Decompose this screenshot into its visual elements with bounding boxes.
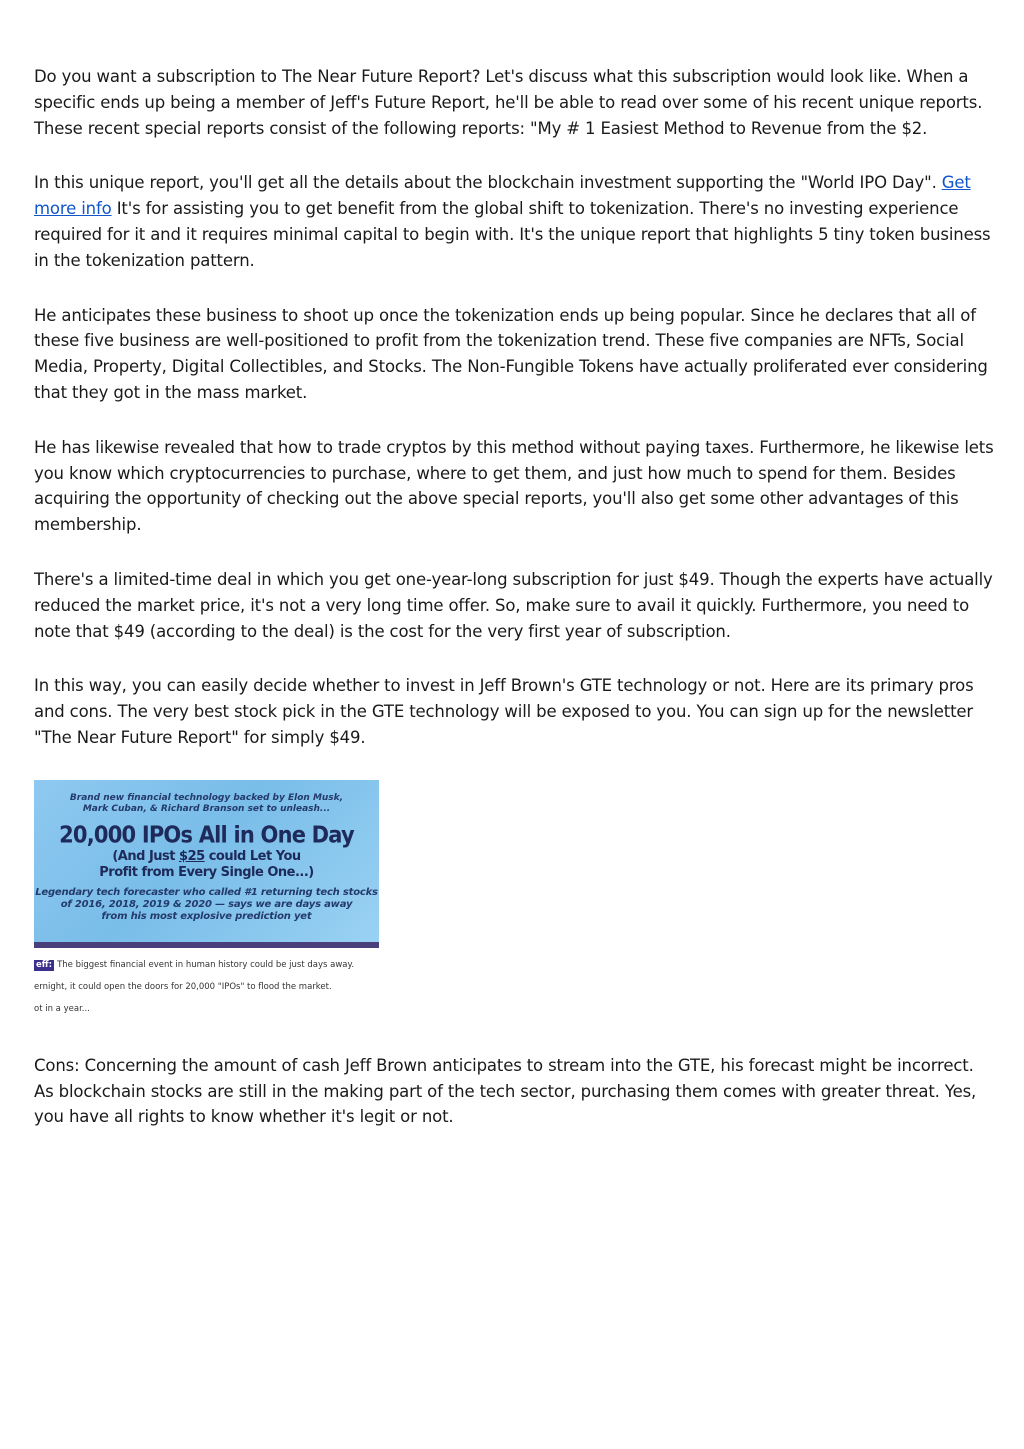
- banner-sub-after: could Let You: [204, 848, 301, 864]
- promo-figure: [34, 780, 379, 1015]
- banner-headline: 20,000 IPOs All in One Day: [59, 821, 354, 848]
- banner-foot-line2: of 2016, 2018, 2019 & 2020 — says we are days away: [60, 898, 353, 910]
- banner-foot-line1: Legendary tech forecaster who called #1 returning tech stocks: [35, 886, 378, 898]
- paragraph-limited-deal: There's a limited-time deal in which you get one-year-long subscription for just $49. Though the experts have actually reduced the market price, it's not a very long time offer. So, make sure to avail it quickly. Furthermore, you need to note that $49 (according to the deal) is the cost for the very first year of subscription.: [34, 569, 993, 641]
- banner-intro-line1: Brand new financial technology backed by Elon Musk,: [69, 792, 344, 803]
- banner-intro: [34, 780, 379, 815]
- banner-intro-line2: Mark Cuban, & Richard Branson set to unleash...: [82, 803, 331, 814]
- paragraph-unique-report: [34, 170, 994, 273]
- banner-footer: [34, 887, 379, 923]
- article-body: [34, 64, 994, 1159]
- caption-tag: eff:: [36, 959, 53, 970]
- paragraph-pros-cons: In this way, you can easily decide whether to invest in Jeff Brown's GTE technology or not. Here are its primary pros and cons. The very best stock pick in the GTE technology will be exposed to you. You can sign up for the newsletter "The Near Future Report" for simply $49.: [34, 676, 974, 747]
- paragraph-unique-report-rest: It's for assisting you to get benefit from the global shift to tokenization. There's no investing experience required for it and it requires minimal capital to begin with. It's the unique report that highlights 5 tiny token business in the tokenization pattern.: [34, 199, 991, 270]
- caption-line-1: [34, 960, 379, 971]
- banner-sub-line2: Profit from Every Single One...): [99, 864, 314, 880]
- banner-foot-line3: from his most explosive prediction yet: [101, 910, 312, 922]
- caption-line-1-text: The biggest financial event in human history could be just days away.: [57, 959, 355, 970]
- caption-line-2: ernight, it could open the doors for 20,000 "IPOs" to flood the market.: [34, 981, 332, 992]
- paragraph-tokenization: He anticipates these business to shoot up once the tokenization ends up being popular. Since he declares that all of these five business are well-positioned to profit from the tokenization trend. These five companies are NFTs, Social Media, Property, Digital Collectibles, and Stocks. The Non-Fungible Tokens have actually proliferated ever considering that they got in the mass market.: [34, 305, 988, 402]
- banner-bottom-strip: [34, 942, 379, 948]
- paragraph-crypto-trading: He has likewise revealed that how to trade cryptos by this method without paying taxes. Furthermore, he likewise lets you know which cryptocurrencies to purchase, where to get them, and just how much to spend for them. Besides acquiring the opportunity of checking out the above special reports, you'll also get some other advantages of this membership.: [34, 437, 994, 535]
- promo-banner-image: [34, 780, 379, 948]
- paragraph-intro: Do you want a subscription to The Near Future Report? Let's discuss what this subscription would look like. When a specific ends up being a member of Jeff's Future Report, he'll be able to read over some of his recent unique reports. These recent special reports consist of the following reports: "My # 1 Easiest Method to Revenue from the $2.: [34, 67, 983, 138]
- get-more-info-link[interactable]: Get more info: [34, 173, 971, 219]
- banner-sub-amount: $25: [179, 848, 205, 864]
- paragraph-cons: Cons: Concerning the amount of cash Jeff Brown anticipates to stream into the GTE, his forecast might be incorrect. As blockchain stocks are still in the making part of the tech sector, purchasing them comes with greater threat. Yes, you have all rights to know whether it's legit or not.: [34, 1055, 977, 1127]
- promo-caption: [34, 960, 379, 1015]
- banner-sub-before: (And Just: [112, 848, 180, 864]
- caption-line-3: ot in a year...: [34, 1003, 90, 1014]
- banner-subheadline: [34, 849, 379, 881]
- banner-sub-line1: [34, 849, 379, 865]
- paragraph-unique-report-lead: In this unique report, you'll get all the details about the blockchain investment supporting the "World IPO Day".: [34, 173, 942, 193]
